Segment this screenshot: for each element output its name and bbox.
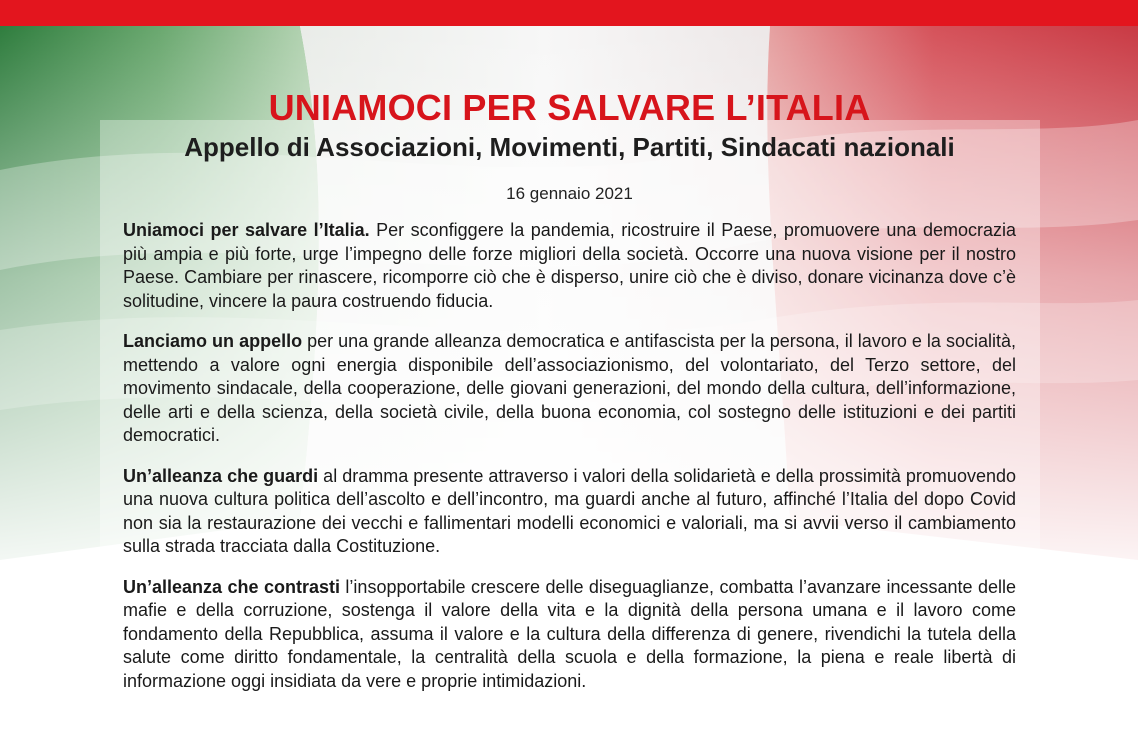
page-title: UNIAMOCI PER SALVARE L’ITALIA [268,87,871,128]
document-date: 16 gennaio 2021 [506,184,633,203]
appeal-content [123,26,1016,693]
paragraph-4-text: l’insopportabile crescere delle diseguaglianze, combatta l’avanzare incessante delle mafie e della corruzione, sostenga il valore della vita e la dignità della persona umana e il lavoro come fondamento della Repubblica, assuma il valore e la cultura della differenza di genere, rivendichi la tutela della salute come diritto fondamentale, la centralità della scuola e della formazione, la piena e reale libertà di informazione oggi insidiata da vere e proprie intimidazioni. [123,576,1016,691]
top-red-bar [0,0,1138,26]
paragraph-3 [123,465,1016,559]
paragraph-2-text: per una grande alleanza democratica e antifascista per la persona, il lavoro e la socialità, mettendo a valore ogni energia disponibile dell’associazionismo, del volontariato, del Terzo settore, del movimento sindacale, della cooperazione, delle giovani generazioni, del mondo della cultura, dell’informazione, delle arti e della scienza, della società civile, della buona economia, col sostegno delle istituzioni e dei partiti democratici. [123,331,1016,445]
paragraph-4 [123,576,1016,694]
paragraph-1 [123,219,1016,313]
paragraph-3-text: al dramma presente attraverso i valori della solidarietà e della prossimità promuovendo una nuova cultura politica dell’ascolto e dell’incontro, ma guardi anche al futuro, affinché l’Italia del dopo Covid non sia la restaurazione dei vecchi e fallimentari modelli economici e valoriali, ma si avvii verso il cambiamento sulla strada tracciata dalla Costituzione. [123,465,1016,556]
paragraph-4-lead: Un’alleanza che contrasti [123,576,340,597]
paragraph-1-text: Per sconfiggere la pandemia, ricostruire il Paese, promuovere una democrazia più ampia e più forte, urge l’impegno delle forze migliori della società. Occorre una nuova visione per il nostro Paese. Cambiare per rinascere, ricomporre ciò che è disperso, unire ciò che è diviso, donare vicinanza dove c’è solitudine, vincere la paura costruendo fiducia. [123,220,1016,311]
paragraph-1-lead: Uniamoci per salvare l’Italia. [123,220,370,240]
page-subtitle: Appello di Associazioni, Movimenti, Partiti, Sindacati nazionali [184,132,955,162]
paragraph-3-lead: Un’alleanza che guardi [123,465,319,486]
paragraph-2-lead: Lanciamo un appello [123,331,303,351]
paragraph-2 [123,330,1016,448]
